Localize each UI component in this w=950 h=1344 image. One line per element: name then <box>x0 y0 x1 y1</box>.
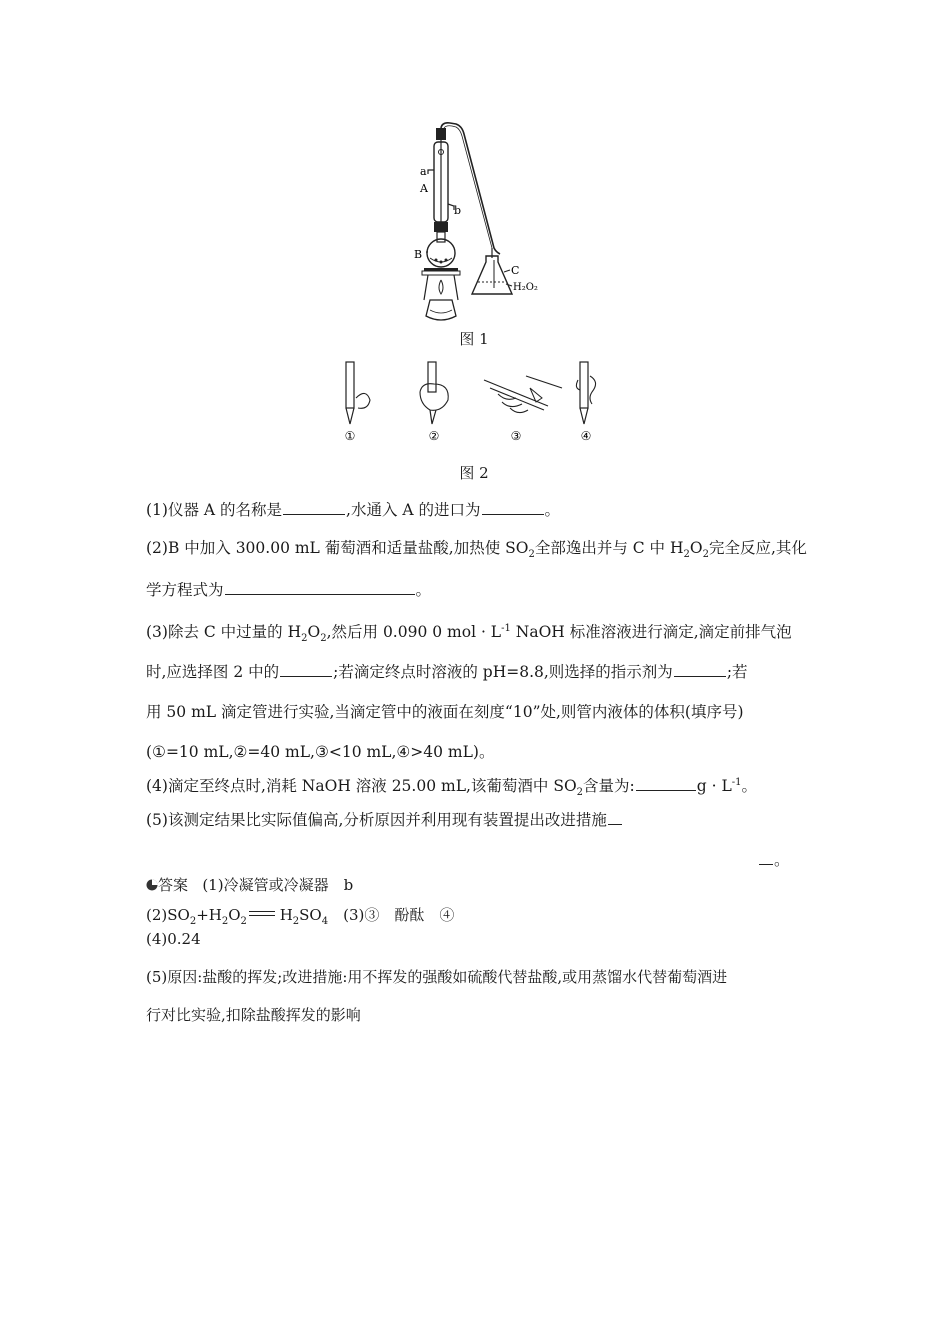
answer-blank[interactable] <box>674 661 726 677</box>
question-3-line2: 时,应选择图 2 中的 ;若滴定终点时溶液的 pH=8.8,则选择的指示剂为 ;若 <box>146 663 748 681</box>
question-3-line3: 用 50 mL 滴定管进行实验,当滴定管中的液面在刻度“10”处,则管内液体的体积(填序号) <box>146 703 744 721</box>
answer-blank[interactable] <box>608 809 622 825</box>
label-h2o2: H₂O₂ <box>513 282 538 293</box>
label-B: B <box>414 248 423 261</box>
answer-2-3: $(2)SO_2+H_2O_2$ $H_2SO_4$ (3)③ 酚酞 ④ <box>146 906 455 927</box>
answer-blank[interactable] <box>759 849 773 865</box>
answer-1: 答案 (1)冷凝管或冷凝器 b <box>146 874 353 895</box>
question-1: (1)仪器 A 的名称是 ,水通入 A 的进口为 。 <box>146 501 561 519</box>
answer-blank[interactable] <box>280 661 332 677</box>
burette-3-label: ③ <box>510 429 522 443</box>
burette-3 <box>484 376 562 413</box>
burette-1 <box>346 362 370 424</box>
burette-1-label: ① <box>344 429 356 443</box>
question-2-line2: 学方程式为 。 <box>146 581 432 599</box>
answer-4: (4)0.24 <box>146 930 201 948</box>
label-A: A <box>420 182 428 195</box>
equals-arrow-icon <box>249 911 275 916</box>
figure2-burettes <box>330 358 620 446</box>
figure2-caption: 图 2 <box>459 464 489 482</box>
answer-5-line2: 行对比实验,扣除盐酸挥发的影响 <box>146 1006 361 1024</box>
label-b: b <box>454 204 462 217</box>
question-3-line1: (3)除去 C 中过量的 $H_2O_2$,然后用 0.090 0 mol · $L^{-1}$ NaOH 标准溶液进行滴定,滴定前排气泡 <box>146 622 792 645</box>
burette-4-label: ④ <box>580 429 592 443</box>
figure1-apparatus <box>410 120 550 330</box>
answer-5-line1: (5)原因:盐酸的挥发;改进措施:用不挥发的强酸如硫酸代替盐酸,或用蒸馏水代替葡萄酒进 <box>146 968 728 986</box>
label-C: C <box>511 264 520 277</box>
burette-2-label: ② <box>428 429 440 443</box>
label-a: a <box>420 165 427 178</box>
question-5-line1: (5)该测定结果比实际值偏高,分析原因并利用现有装置提出改进措施 <box>146 808 623 830</box>
question-4: (4)滴定至终点时,消耗 NaOH 溶液 25.00 mL,该葡萄酒中 $SO_2$含量为: $g \cdot L^{-1}$。 <box>146 776 758 799</box>
burette-4 <box>576 362 595 424</box>
answer-blank[interactable] <box>225 579 415 595</box>
question-5-line2: 。 <box>758 848 790 870</box>
answer-blank[interactable] <box>482 499 544 515</box>
answer-badge-icon <box>146 879 158 891</box>
answer-label: 答案 <box>158 876 189 894</box>
answer-blank[interactable] <box>283 499 345 515</box>
answer-blank[interactable] <box>636 775 696 791</box>
burette-2 <box>420 362 448 424</box>
question-3-line4: (①=10 mL,②=40 mL,③<10 mL,④>40 mL)。 <box>146 743 495 761</box>
question-2-line1: (2)B 中加入 300.00 mL 葡萄酒和适量盐酸,加热使 $SO_2$全部逸出并与 C 中 $H_2O_2$完全反应,其化 <box>146 539 807 561</box>
figure1-caption: 图 1 <box>459 330 489 348</box>
